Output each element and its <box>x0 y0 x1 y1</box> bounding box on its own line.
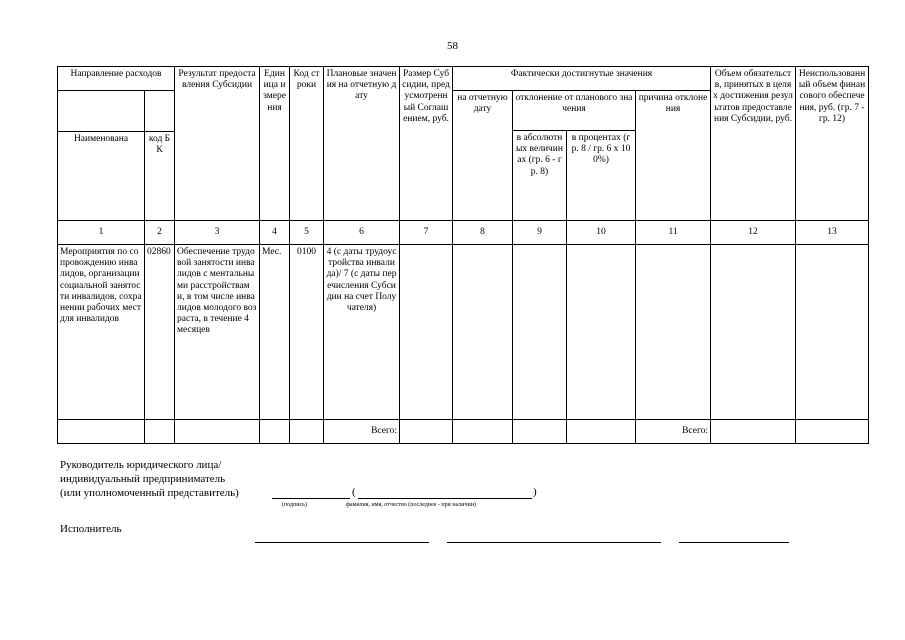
total-subsidy-size <box>400 420 453 444</box>
paren-open: ( <box>352 486 356 498</box>
executor-line-2 <box>447 542 661 543</box>
row-unit: Мес. <box>260 245 290 420</box>
col-num-7: 7 <box>400 221 453 245</box>
header-code-bk: код БК <box>148 134 171 156</box>
col-num-4: 4 <box>260 221 290 245</box>
header-deviation-abs: в абсолютных величинах (гр. 6 - гр. 8) <box>513 131 567 221</box>
total-label-planned: Всего: <box>324 420 400 444</box>
col-num-13: 13 <box>796 221 869 245</box>
header-code-bk-cell <box>145 91 175 221</box>
header-direction: Направление расходов <box>58 67 175 91</box>
header-subsidy-size: Размер Субсидии, предусмотренный Соглашением, руб. <box>400 67 453 221</box>
signature-line <box>272 498 350 499</box>
header-deviation-pct: в процентах (гр. 8 / гр. 6 x 100%) <box>567 131 636 221</box>
total-empty-8 <box>453 420 513 444</box>
name-line <box>358 498 532 499</box>
total-empty-2 <box>145 420 175 444</box>
total-unused <box>796 420 869 444</box>
row-unused <box>796 245 869 420</box>
total-empty-4 <box>260 420 290 444</box>
row-deviation-pct <box>567 245 636 420</box>
total-empty-5 <box>290 420 324 444</box>
header-line-code: Код строки <box>290 67 324 221</box>
row-subsidy-size <box>400 245 453 420</box>
signer-title-line1: Руководитель юридического лица/ <box>60 459 222 471</box>
col-num-8: 8 <box>453 221 513 245</box>
header-planned: Плановые значения на отчетную дату <box>324 67 400 221</box>
header-actual: Фактически достигнутые значения <box>453 67 711 91</box>
row-code-bk: 02860 <box>145 245 175 420</box>
header-obligations: Объем обязательств, принятых в целях достижения результатов предоставления Субсидии, руб. <box>711 67 796 221</box>
col-num-9: 9 <box>513 221 567 245</box>
header-result: Результат предоставления Субсидии <box>175 67 260 221</box>
executor-line-1 <box>255 542 429 543</box>
row-name: Мероприятия по сопровождению инвалидов, организации социальной занятости инвалидов, сохранении рабочих мест для инвалидов <box>58 245 145 420</box>
row-reason <box>636 245 711 420</box>
report-table <box>57 66 869 444</box>
caption-full-name: фамилия, имя, отчество (последнее - при наличии) <box>346 502 476 508</box>
paren-close: ) <box>533 486 537 498</box>
col-num-12: 12 <box>711 221 796 245</box>
total-empty-3 <box>175 420 260 444</box>
total-empty-9 <box>513 420 567 444</box>
col-num-11: 11 <box>636 221 711 245</box>
col-num-5: 5 <box>290 221 324 245</box>
header-unused: Неиспользованный объем финансового обеспечения, руб. (гр. 7 - гр. 12) <box>796 67 869 221</box>
col-num-10: 10 <box>567 221 636 245</box>
total-empty-10 <box>567 420 636 444</box>
row-obligations <box>711 245 796 420</box>
row-result: Обеспечение трудовой занятости инвалидов с ментальными расстройствами, в том числе инвалидов молодого возраста, в течение 4 месяцев <box>175 245 260 420</box>
header-deviation: отклонение от планового значения <box>513 91 636 131</box>
total-empty-1 <box>58 420 145 444</box>
signer-title-line2: индивидуальный предприниматель <box>60 473 226 485</box>
header-on-date: на отчетную дату <box>453 91 513 221</box>
col-num-3: 3 <box>175 221 260 245</box>
row-planned: 4 (с даты трудоустройства инвалида)/ 7 (с даты перечисления Субсидии на счет Получателя) <box>324 245 400 420</box>
col-num-2: 2 <box>145 221 175 245</box>
caption-signature: (подпись) <box>282 502 307 508</box>
signer-title-line3: (или уполномоченный представитель) <box>60 487 239 499</box>
total-obligations <box>711 420 796 444</box>
row-deviation-abs <box>513 245 567 420</box>
total-label-reason: Всего: <box>636 420 711 444</box>
page-number: 58 <box>447 40 458 52</box>
header-name: Наименована <box>73 134 129 144</box>
executor-label: Исполнитель <box>60 523 122 535</box>
header-reason: причина отклонения <box>636 91 711 221</box>
signature-block <box>60 458 239 500</box>
row-line-code: 0100 <box>290 245 324 420</box>
col-num-6: 6 <box>324 221 400 245</box>
row-on-date <box>453 245 513 420</box>
executor-line-3 <box>679 542 789 543</box>
header-name-spacer <box>58 91 145 221</box>
header-unit: Единица измерения <box>260 67 290 221</box>
col-num-1: 1 <box>58 221 145 245</box>
